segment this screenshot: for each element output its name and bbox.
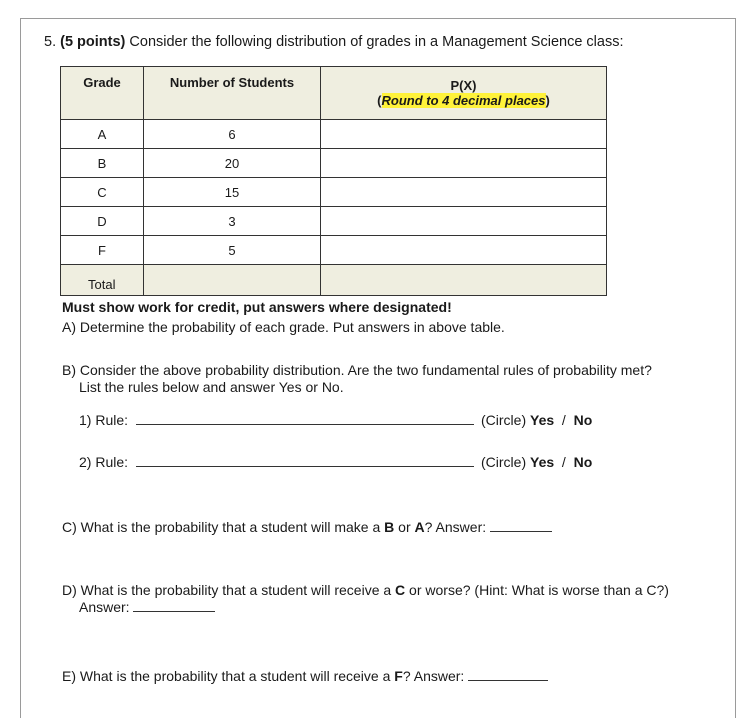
question-number: 5. <box>44 34 57 50</box>
cell-students: 15 <box>144 178 321 207</box>
table-header-row <box>61 67 607 120</box>
rule2-yes-no: (Circle) Yes / No <box>481 454 593 470</box>
question-points: (5 points) <box>60 34 126 50</box>
cell-students: 3 <box>144 207 321 236</box>
cell-px-answer[interactable] <box>321 236 607 265</box>
part-b-line1: B) Consider the above probability distribution. Are the two fundamental rules of probability met? <box>62 362 652 378</box>
part-a: A) Determine the probability of each grade. Put answers in above table. <box>62 319 505 335</box>
rule1-no[interactable]: No <box>573 412 593 428</box>
total-students[interactable] <box>144 265 321 296</box>
rule2-label: 2) Rule: <box>79 454 129 470</box>
total-px[interactable] <box>321 265 607 296</box>
part-d: D) What is the probability that a student will receive a C or worse? (Hint: What is worse than a C?) <box>62 582 669 598</box>
cell-grade: D <box>61 207 144 236</box>
part-d-answer-line[interactable] <box>133 610 215 612</box>
cell-students: 5 <box>144 236 321 265</box>
rule2-yes[interactable]: Yes <box>530 454 555 470</box>
cell-grade: C <box>61 178 144 207</box>
table-total-row <box>61 265 607 296</box>
question-text: Consider the following distribution of grades in a Management Science class: <box>129 34 624 50</box>
total-label: Total <box>61 265 144 296</box>
question-title <box>44 34 623 50</box>
part-c: C) What is the probability that a student will make a B or A? Answer: <box>62 519 552 535</box>
cell-grade: F <box>61 236 144 265</box>
rule1-label: 1) Rule: <box>79 412 129 428</box>
rule1-answer-line[interactable] <box>136 412 474 428</box>
cell-students: 6 <box>144 120 321 149</box>
table-row <box>61 178 607 207</box>
part-d-answer: Answer: <box>79 599 215 615</box>
table-row <box>61 207 607 236</box>
table-row <box>61 120 607 149</box>
cell-grade: B <box>61 149 144 178</box>
cell-students: 20 <box>144 149 321 178</box>
part-c-answer-line[interactable] <box>490 530 552 532</box>
part-e-answer-line[interactable] <box>468 679 548 681</box>
rule2-no[interactable]: No <box>573 454 593 470</box>
rule2-answer-line[interactable] <box>136 454 474 470</box>
part-b-line2: List the rules below and answer Yes or No. <box>79 379 344 395</box>
rule2-circle-label: (Circle) <box>481 454 527 470</box>
header-number-of-students: Number of Students <box>144 67 321 120</box>
rule1-yes[interactable]: Yes <box>530 412 555 428</box>
cell-px-answer[interactable] <box>321 120 607 149</box>
grade-distribution-table <box>60 66 607 296</box>
cell-px-answer[interactable] <box>321 178 607 207</box>
rule1-yes-no: (Circle) Yes / No <box>481 412 593 428</box>
header-px: P(X) (Round to 4 decimal places) <box>321 67 607 120</box>
instructions: Must show work for credit, put answers where designated! <box>62 299 452 315</box>
cell-px-answer[interactable] <box>321 207 607 236</box>
part-e: E) What is the probability that a student will receive a F? Answer: <box>62 668 548 684</box>
table-row <box>61 149 607 178</box>
header-px-label: P(X) <box>450 78 477 93</box>
rule1-circle-label: (Circle) <box>481 412 527 428</box>
header-grade: Grade <box>61 67 144 120</box>
cell-grade: A <box>61 120 144 149</box>
header-px-rounding-note: Round to 4 decimal places <box>381 93 546 108</box>
cell-px-answer[interactable] <box>321 149 607 178</box>
table-row <box>61 236 607 265</box>
